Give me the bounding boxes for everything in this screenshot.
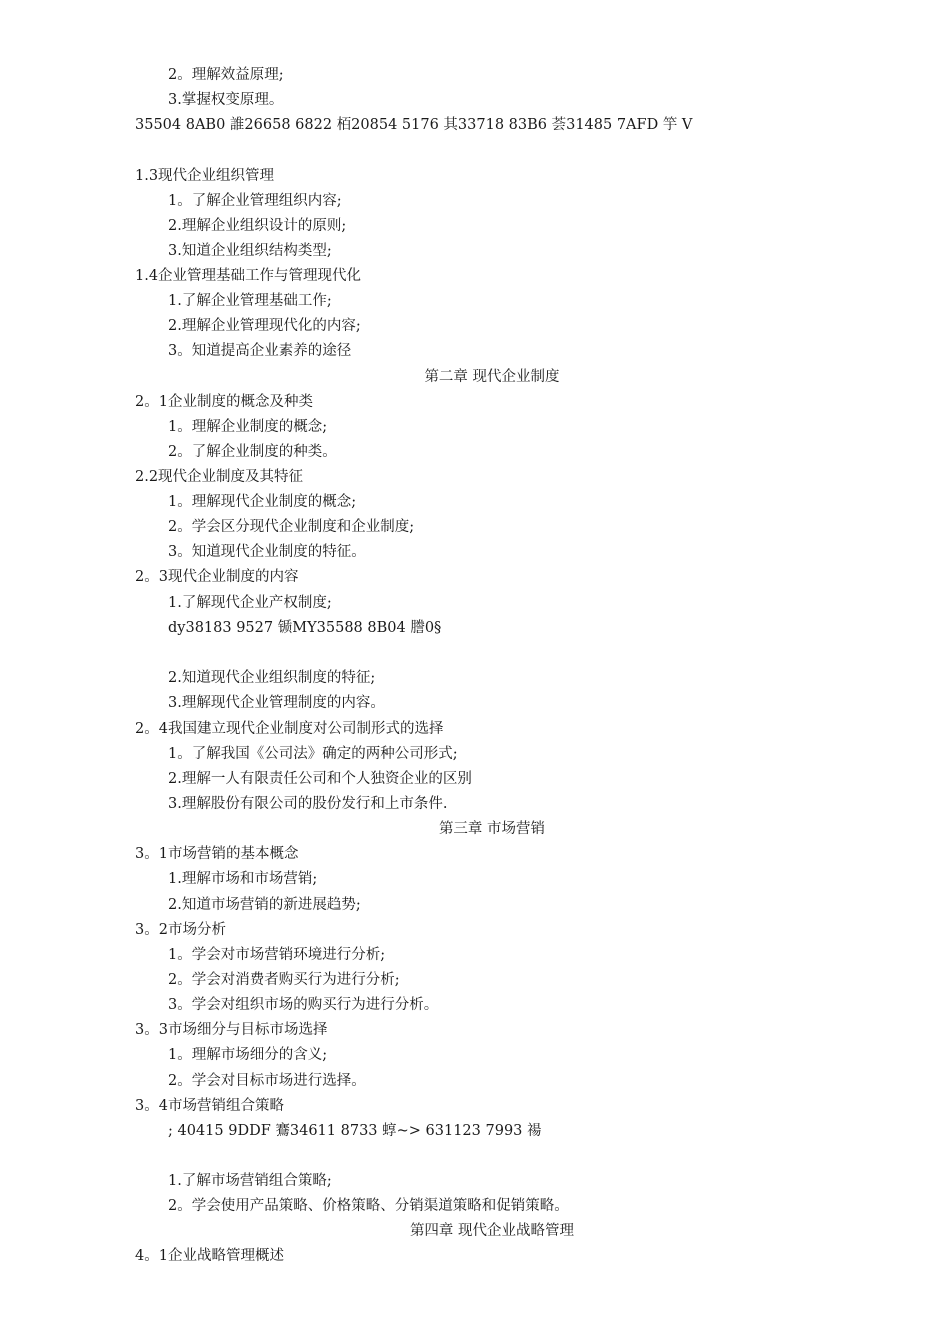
section-heading: 3。4市场营销组合策略 — [135, 1098, 284, 1114]
text-line: 3.知道企业组织结构类型; — [168, 243, 332, 259]
chapter-title: 第四章 现代企业战略管理 — [409, 1223, 575, 1239]
section-heading: 2。4我国建立现代企业制度对公司制形式的选择 — [135, 721, 444, 737]
text-line: 3.理解股份有限公司的股份发行和上市条件. — [168, 796, 448, 812]
text-line: 2。学会对目标市场进行选择。 — [168, 1073, 366, 1089]
section-heading: 4。1企业战略管理概述 — [135, 1248, 284, 1264]
text-line: 1.理解市场和市场营销; — [168, 871, 318, 887]
section-heading: 2.2现代企业制度及其特征 — [135, 469, 304, 485]
chapter-title: 第三章 市场营销 — [438, 821, 546, 837]
text-line: 3。学会对组织市场的购买行为进行分析。 — [168, 997, 439, 1013]
text-line: 2.知道市场营销的新进展趋势; — [168, 897, 361, 913]
text-line: 1.了解现代企业产权制度; — [168, 595, 332, 611]
text-line: 2.知道现代企业组织制度的特征; — [168, 670, 376, 686]
section-heading: 2。1企业制度的概念及种类 — [135, 394, 313, 410]
text-line: 3.理解现代企业管理制度的内容。 — [168, 695, 385, 711]
text-line: 2.理解企业组织设计的原则; — [168, 218, 347, 234]
text-line: 1。学会对市场营销环境进行分析; — [168, 947, 386, 963]
chapter-title: 第二章 现代企业制度 — [424, 369, 560, 385]
text-line: 3。知道现代企业制度的特征。 — [168, 544, 366, 560]
text-line: 1。理解企业制度的概念; — [168, 419, 328, 435]
garbled-line: 35504 8AB0 誰26658 6822 栢20854 5176 其33718 83B6 荟31485 7AFD 竽 V — [135, 117, 693, 133]
text-line: 2。学会对消费者购买行为进行分析; — [168, 972, 400, 988]
text-line: 1.了解企业管理基础工作; — [168, 293, 332, 309]
section-heading: 1.4企业管理基础工作与管理现代化 — [135, 268, 362, 284]
section-heading: 3。2市场分析 — [135, 922, 226, 938]
text-line: 1。了解我国《公司法》确定的两种公司形式; — [168, 746, 458, 762]
section-heading: 3。1市场营销的基本概念 — [135, 846, 299, 862]
text-line: 3。知道提高企业素养的途径 — [168, 343, 352, 359]
text-line: 1。理解市场细分的含义; — [168, 1047, 328, 1063]
text-line: 2.理解企业管理现代化的内容; — [168, 318, 361, 334]
text-line: 2。学会使用产品策略、价格策略、分销渠道策略和促销策略。 — [168, 1198, 569, 1214]
section-heading: 3。3市场细分与目标市场选择 — [135, 1022, 328, 1038]
section-heading: 1.3现代企业组织管理 — [135, 168, 275, 184]
text-line: 2。理解效益原理; — [168, 67, 284, 83]
text-line: 3.掌握权变原理。 — [168, 92, 284, 108]
garbled-line: ; 40415 9DDF 鶱34611 8733 蜳~> 631123 7993 禓 — [168, 1123, 542, 1139]
garbled-line: dy38183 9527 锧MY35588 8B04 謄0§ — [168, 620, 442, 636]
text-line: 2。学会区分现代企业制度和企业制度; — [168, 519, 415, 535]
section-heading: 2。3现代企业制度的内容 — [135, 569, 299, 585]
text-line: 1。理解现代企业制度的概念; — [168, 494, 357, 510]
text-line: 2.理解一人有限责任公司和个人独资企业的区别 — [168, 771, 472, 787]
text-line: 2。了解企业制度的种类。 — [168, 444, 337, 460]
text-line: 1.了解市场营销组合策略; — [168, 1173, 332, 1189]
text-line: 1。了解企业管理组织内容; — [168, 193, 342, 209]
